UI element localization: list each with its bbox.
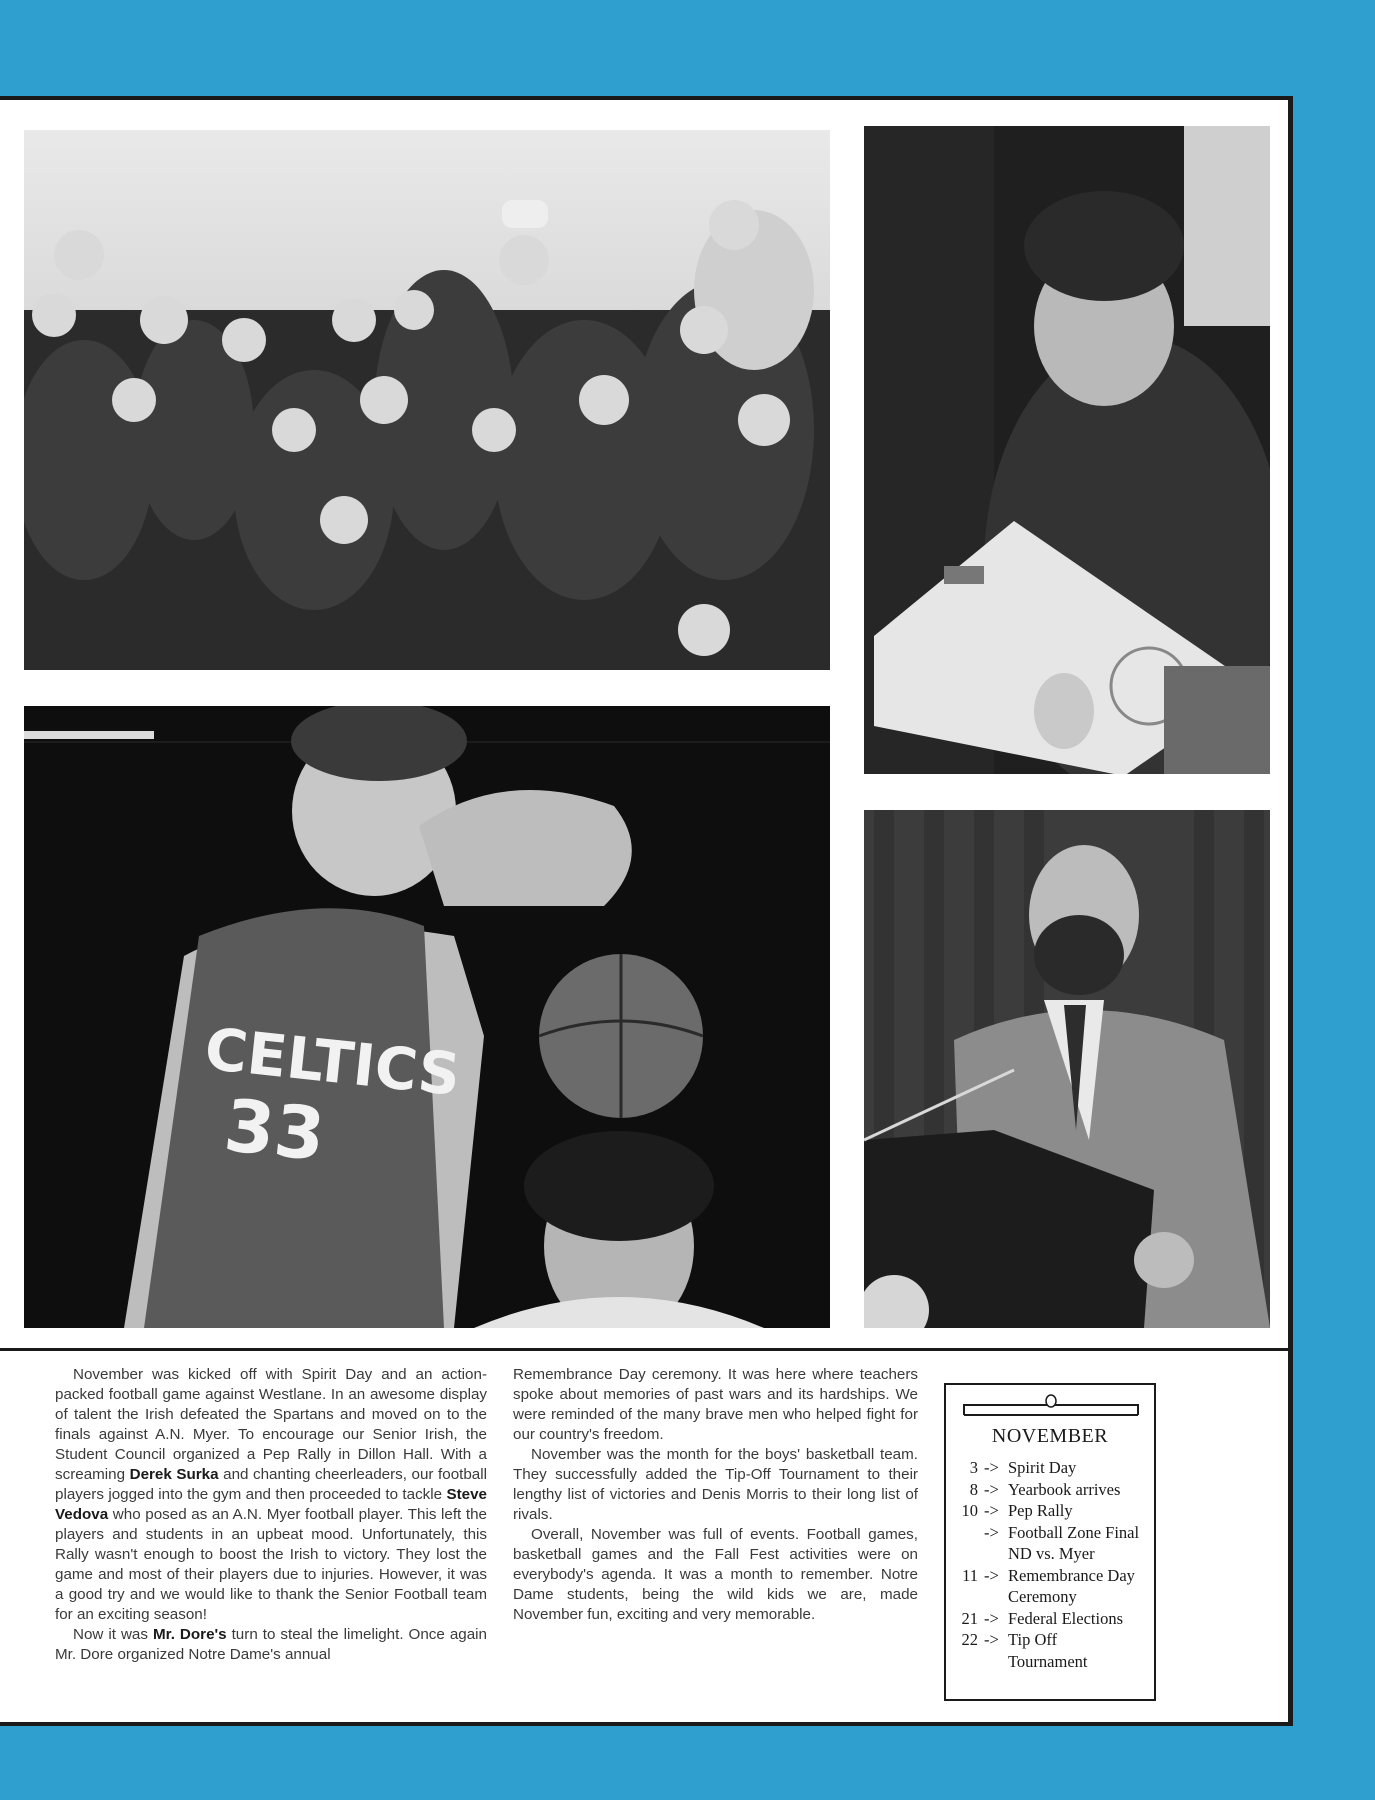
story-paragraph: Now it was Mr. Dore's turn to steal the limelight. Once again Mr. Dore organized Notre Dame's annual	[55, 1626, 487, 1663]
photo-coach-with-clipboard	[864, 126, 1270, 774]
calendar-day: 22	[961, 1630, 978, 1649]
calendar-arrow: ->	[984, 1522, 999, 1542]
calendar-event: Yearbook arrives	[1008, 1479, 1121, 1499]
calendar-entry	[954, 1651, 1154, 1673]
jersey-number-text: 33	[220, 1082, 329, 1177]
calendar-day	[954, 1522, 984, 1544]
calendar-event: Pep Rally	[1008, 1501, 1073, 1520]
calendar-list	[954, 1457, 1154, 1672]
story-paragraph: November was the month for the boys' basketball team. They successfully added the Tip-Off Tournament to their lengthy list of victories and Denis Morris to their long list of rivals.	[513, 1446, 918, 1523]
calendar-day: 10	[961, 1501, 978, 1520]
teacher-name: Mr. Dore's	[152, 1626, 227, 1643]
calendar-day: 8	[969, 1479, 978, 1499]
story-paragraph: Remembrance Day ceremony. It was here where teachers spoke about memories of past wars and its hardships. We were reminded of the many brave men who helped fight for our country's freedom.	[513, 1366, 918, 1443]
calendar-arrow: ->	[984, 1501, 999, 1520]
student-name: Steve Vedova	[55, 1486, 487, 1523]
yearbook-page	[0, 96, 1293, 1726]
calendar-arrow: ->	[984, 1565, 999, 1585]
calendar-day	[954, 1543, 984, 1565]
calendar-event: Tip Off	[1008, 1630, 1058, 1649]
calendar-day	[954, 1586, 984, 1608]
calendar-day: 21	[961, 1608, 978, 1628]
calendar-event: ND vs. Myer	[1008, 1544, 1095, 1563]
calendar-entry	[954, 1586, 1154, 1608]
calendar-entry	[954, 1629, 1154, 1651]
calendar-arrow	[984, 1586, 1008, 1608]
calendar-arrow	[984, 1651, 1008, 1673]
calendar-entry	[954, 1500, 1154, 1522]
story-column-2	[513, 1365, 918, 1625]
photo-basketball-player	[24, 706, 830, 1328]
calendar-event: Federal Elections	[1008, 1608, 1124, 1628]
calendar-entry	[954, 1543, 1154, 1565]
calendar-event: Remembrance Day	[1008, 1565, 1135, 1585]
calendar-arrow	[984, 1543, 1008, 1565]
calendar-entry	[954, 1608, 1154, 1630]
calendar-event: Football Zone Final	[1008, 1522, 1140, 1542]
calendar-day: 11	[962, 1565, 978, 1585]
calendar-arrow: ->	[984, 1479, 999, 1499]
calendar-entry	[954, 1479, 1154, 1501]
calendar-arrow: ->	[984, 1630, 999, 1649]
story-column-1	[55, 1365, 487, 1665]
calendar-binding-icon	[962, 1393, 1140, 1417]
calendar-entry	[954, 1457, 1154, 1479]
calendar-event: Ceremony	[1008, 1587, 1077, 1606]
calendar-title: NOVEMBER	[991, 1425, 1109, 1447]
calendar-entry	[954, 1522, 1154, 1544]
story-paragraph: Overall, November was full of events. Football games, basketball games and the Fall Fest activities were on everybody's agenda. It was a month to remember. Notre Dame students, being the wild kids we are, made November fun, exciting and very memorable.	[513, 1526, 918, 1623]
november-calendar	[944, 1383, 1156, 1701]
section-divider	[0, 1348, 1288, 1351]
calendar-arrow: ->	[984, 1608, 999, 1628]
student-name: Derek Surka	[129, 1466, 219, 1483]
calendar-day: 3	[969, 1458, 978, 1477]
calendar-arrow: ->	[984, 1458, 999, 1477]
photo-student-crowd	[24, 130, 830, 670]
calendar-day	[954, 1651, 984, 1673]
story-paragraph: November was kicked off with Spirit Day and an action-packed football game against Westlane. In an awesome display of talent the Irish defeated the Spartans and moved on to the finals against A.N. Myer. To encourage our Senior Irish, the Student Council organized a Pep Rally in Dillon Hall. With a screaming Derek Surka and chanting cheerleaders, our football players jogged into the gym and then proceeded to tackle Steve Vedova who posed as an A.N. Myer football player. This left the players and students in an upbeat mood. Unfortunately, this Rally wasn't enough to boost the Irish to victory. They lost the game and most of their players due to injuries. However, it was a good try and we would like to thank the Senior Football team for an exciting season!	[55, 1366, 488, 1623]
jersey-team-text: CELTICS	[201, 1014, 464, 1110]
calendar-event: Tournament	[1008, 1651, 1088, 1671]
photo-speaker-at-podium	[864, 810, 1270, 1328]
calendar-entry	[954, 1565, 1154, 1587]
calendar-event: Spirit Day	[1008, 1458, 1077, 1477]
